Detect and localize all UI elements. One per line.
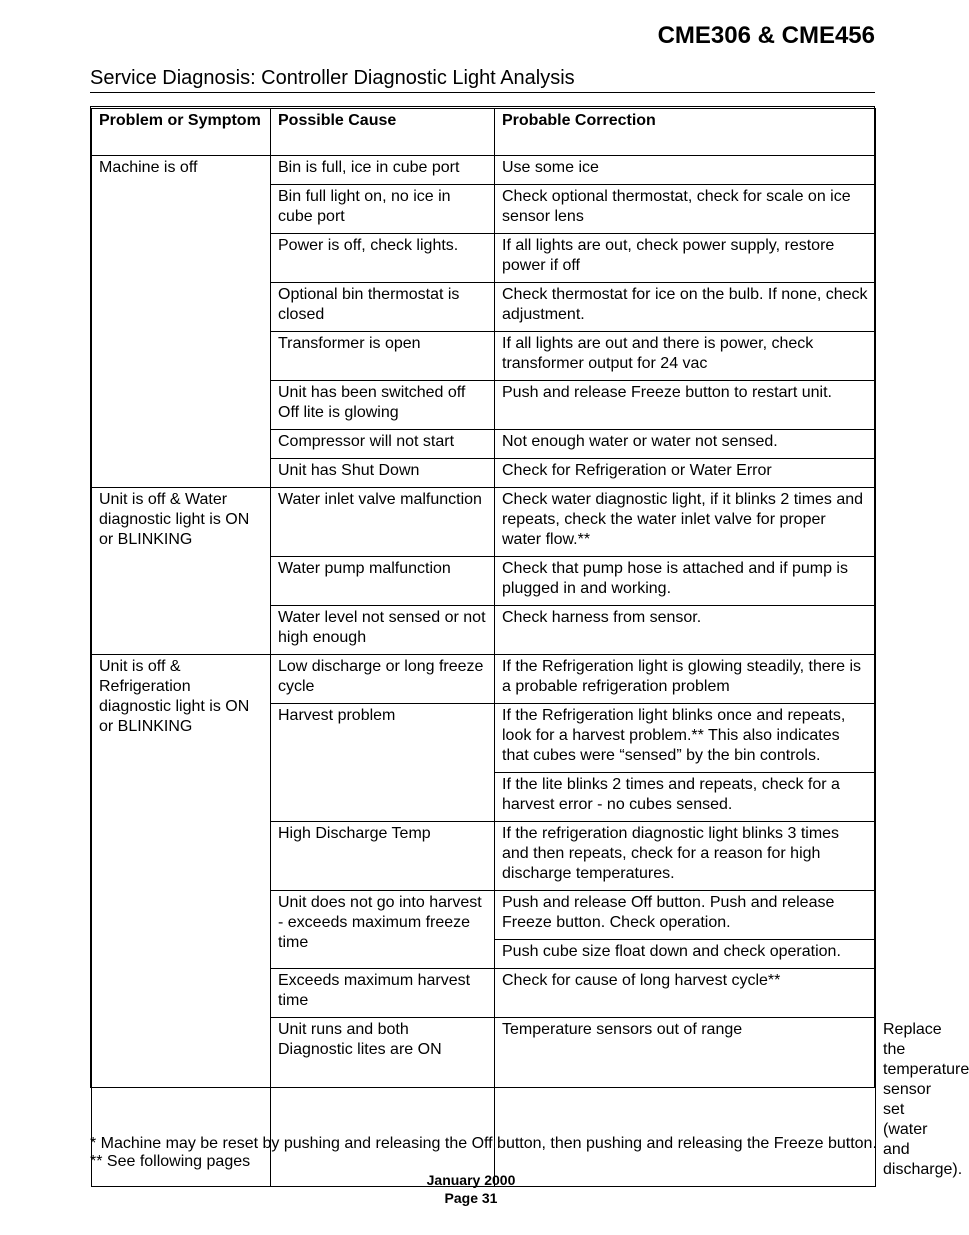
cause-cell: Harvest problem (271, 704, 495, 822)
correction-cell: Check that pump hose is attached and if pump is plugged in and working. (495, 557, 876, 606)
cause-cell: Optional bin thermostat is closed (271, 283, 495, 332)
cause-cell: Bin full light on, no ice in cube port (271, 185, 495, 234)
title-divider (90, 92, 875, 93)
correction-cell: If the Refrigeration light is glowing steadily, there is a probable refrigeration problem (495, 655, 876, 704)
section-title: Service Diagnosis: Controller Diagnostic Light Analysis (90, 67, 575, 89)
diagnostic-table (91, 108, 969, 1187)
cause-cell: Unit has been switched off Off lite is glowing (271, 381, 495, 430)
column-header-problem: Problem or Symptom (92, 109, 271, 156)
cause-cell: Water pump malfunction (271, 557, 495, 606)
correction-cell: If the refrigeration diagnostic light blinks 3 times and then repeats, check for a reason for high discharge temperatures. (495, 822, 876, 891)
cause-cell: Unit does not go into harvest - exceeds maximum freeze time (271, 891, 495, 969)
cause-cell: Transformer is open (271, 332, 495, 381)
page-footer (0, 1171, 942, 1207)
document-title: CME306 & CME456 (657, 22, 875, 49)
correction-cell: Check water diagnostic light, if it blinks 2 times and repeats, check the water inlet valve for proper water flow.** (495, 488, 876, 557)
problem-cell: Unit is off & Water diagnostic light is ON or BLINKING (92, 488, 271, 655)
column-header-correction: Probable Correction (495, 109, 876, 156)
correction-cell: If the Refrigeration light blinks once and repeats, look for a harvest problem.** This also indicates that cubes were “sensed” by the bin controls. (495, 704, 876, 773)
correction-cell: Push and release Off button. Push and release Freeze button. Check operation. (495, 891, 876, 940)
correction-cell: If all lights are out, check power supply, restore power if off (495, 234, 876, 283)
cause-cell: Water inlet valve malfunction (271, 488, 495, 557)
cause-cell: Bin is full, ice in cube port (271, 156, 495, 185)
cause-cell: Water level not sensed or not high enough (271, 606, 495, 655)
correction-cell: Check for cause of long harvest cycle** (495, 969, 876, 1018)
correction-cell: Check harness from sensor. (495, 606, 876, 655)
table-header-row (92, 109, 876, 156)
correction-cell: If all lights are out and there is power, check transformer output for 24 vac (495, 332, 876, 381)
column-header-cause: Possible Cause (271, 109, 495, 156)
cause-cell: Compressor will not start (271, 430, 495, 459)
correction-cell: Check thermostat for ice on the bulb. If none, check adjustment. (495, 283, 876, 332)
table-row (92, 488, 876, 557)
correction-cell: Check optional thermostat, check for scale on ice sensor lens (495, 185, 876, 234)
table-row: Unit runs and both Diagnostic lites are ON Temperature sensors out of range Replace the temperature sensor set (water and discharge). (92, 1018, 876, 1187)
correction-cell: Push and release Freeze button to restart unit. (495, 381, 876, 430)
cause-cell: Power is off, check lights. (271, 234, 495, 283)
cause-cell: Temperature sensors out of range (495, 1018, 876, 1187)
correction-cell: Use some ice (495, 156, 876, 185)
cause-cell: Low discharge or long freeze cycle (271, 655, 495, 704)
correction-cell: If the lite blinks 2 times and repeats, check for a harvest error - no cubes sensed. (495, 773, 876, 822)
problem-cell: Unit is off & Refrigeration diagnostic light is ON or BLINKING (92, 655, 271, 1187)
correction-cell: Check for Refrigeration or Water Error (495, 459, 876, 488)
footer-date: January 2000 (426, 1172, 516, 1188)
correction-cell: Not enough water or water not sensed. (495, 430, 876, 459)
problem-cell: Unit runs and both Diagnostic lites are ON (271, 1018, 495, 1187)
footnote: * Machine may be reset by pushing and releasing the Off button, then pushing and releasing the Freeze button. ** See following pages (90, 1135, 877, 1170)
problem-cell: Machine is off (92, 156, 271, 488)
table-row (92, 655, 876, 704)
footer-page-number: Page 31 (444, 1190, 498, 1206)
cause-cell: High Discharge Temp (271, 822, 495, 891)
correction-cell: Push cube size float down and check operation. (495, 940, 876, 969)
cause-cell: Unit has Shut Down (271, 459, 495, 488)
table-row (92, 156, 876, 185)
cause-cell: Exceeds maximum harvest time (271, 969, 495, 1018)
